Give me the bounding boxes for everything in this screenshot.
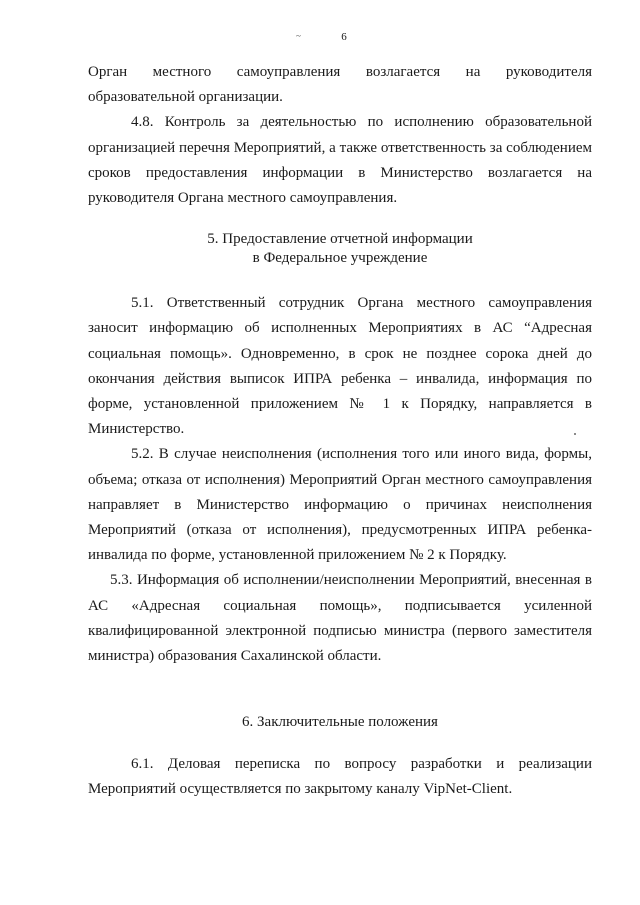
paragraph-5-1: 5.1. Ответственный сотрудник Органа местного самоуправления заносит информацию об исполненных Мероприятиях в АС “Адресная социальная помощь». Одновременно, в срок не позднее сорока дней до окончания действия выписок ИПРА ребенка – инвалида, информация по форме, установленной приложением № 1 к Порядку, направляется в Министерство. [88, 295, 592, 438]
page-number: ~ 6 [296, 31, 347, 43]
section-6-title: 6. Заключительные положения [242, 714, 438, 731]
paragraph-continuation: Орган местного самоуправления возлагается на руководителя образовательной организации. [88, 64, 592, 106]
scan-mark: ~ [296, 31, 301, 41]
section-5-title: 5. Предоставление отчетной информации в Федеральное учреждение [207, 231, 473, 267]
paragraph-5-2: 5.2. В случае неисполнения (исполнения того или иного вида, формы, объема; отказа от исполнения) Мероприятий Орган местного самоуправления направляет в Министерство информацию о причинах неисполнения Мероприятий (отказа от исполнения), предусмотренных ИПРА ребенка-инвалида по форме, установленной приложением № 2 к Порядку. [88, 446, 592, 564]
paragraph-5-3: 5.3. Информация об исполнении/неисполнении Мероприятий, внесенная в АС «Адресная социальная помощь», подписывается усиленной квалифицированной электронной подписью министра (первого заместителя министра) образования Сахалинской области. [88, 572, 592, 665]
paragraph-6-1: 6.1. Деловая переписка по вопросу разработки и реализации Мероприятий осуществляется по закрытому каналу VipNet-Client. [88, 756, 592, 798]
document-body [88, 60, 592, 803]
paragraph-4-8: 4.8. Контроль за деятельностью по исполнению образовательной организацией перечня Мероприятий, а также ответственность за соблюдением сроков предоставления информации в Министерство возлагается на руководителя Органа местного самоуправления. [88, 114, 592, 207]
